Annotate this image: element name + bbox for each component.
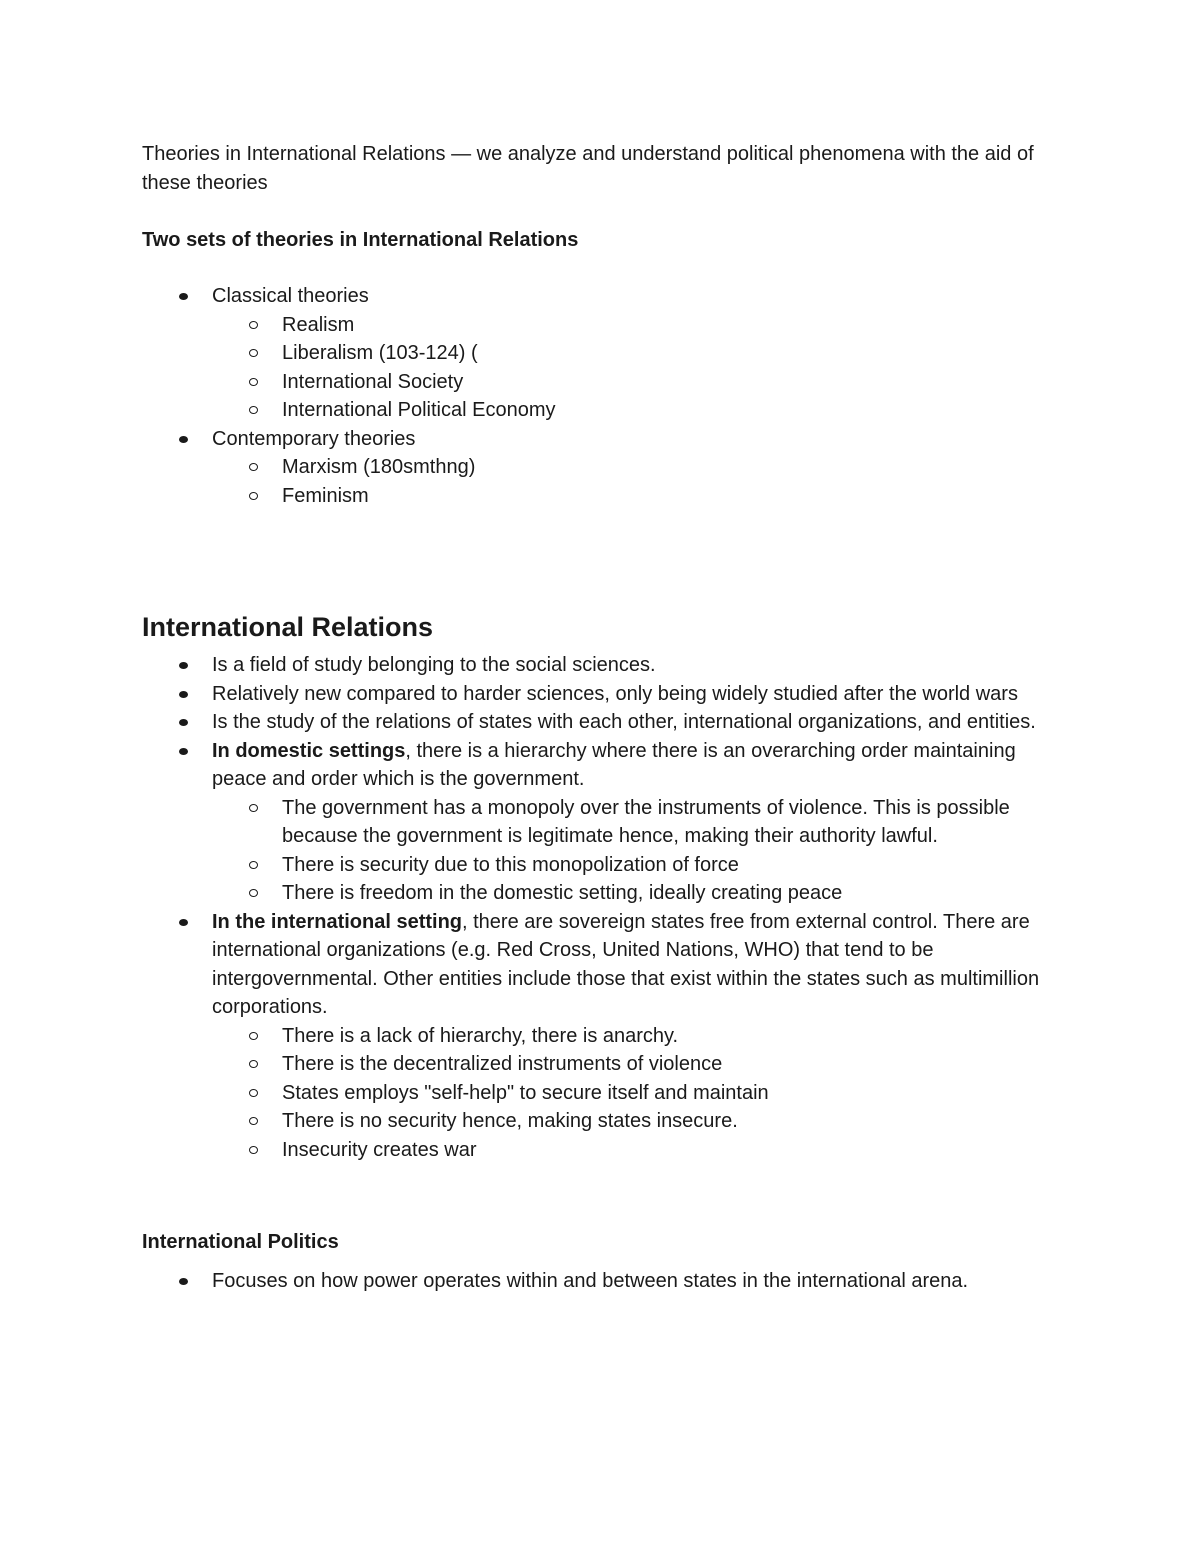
bold-lead: In the international setting xyxy=(212,910,463,933)
sub-list-item-text: Realism xyxy=(282,313,355,336)
bold-lead: In domestic settings xyxy=(212,739,406,762)
sub-list-item xyxy=(212,851,1062,880)
bullet-icon xyxy=(179,719,188,726)
sub-list-item-text: Feminism xyxy=(282,484,369,507)
sub-list-item xyxy=(212,1107,1062,1136)
circle-bullet-icon xyxy=(249,804,258,812)
item-continuation: , there are sovereign states free from external control. There are international organizations (e.g. Red Cross, United Nations, WHO) that tend to be intergovernmental. Other entities include those that exist within the states such as multimillion corporations. xyxy=(212,910,1040,1018)
sub-list-item-text: Liberalism (103-124) ( xyxy=(282,342,478,364)
sub-list-item xyxy=(212,368,1062,397)
sub-list-item xyxy=(212,794,1062,851)
circle-bullet-icon xyxy=(249,1032,258,1040)
sub-list-item-text: International Society xyxy=(282,370,464,393)
bullet-icon xyxy=(179,293,188,300)
sub-list-item xyxy=(212,482,1062,511)
list-item xyxy=(142,680,1062,709)
circle-bullet-icon xyxy=(249,406,258,414)
circle-bullet-icon xyxy=(249,1089,258,1097)
sets-heading: Two sets of theories in International Relations xyxy=(142,229,579,251)
ir-list xyxy=(142,651,1062,1164)
bullet-icon xyxy=(179,1278,188,1285)
sub-list-item-text: There is freedom in the domestic setting, ideally creating peace xyxy=(282,882,843,904)
list-item-text xyxy=(212,740,1016,791)
circle-bullet-icon xyxy=(249,378,258,386)
circle-bullet-icon xyxy=(249,463,258,471)
item-continuation: , there is a hierarchy where there is an overarching order maintaining peace and order which is the government. xyxy=(212,739,1016,790)
sub-list-item xyxy=(212,879,1062,908)
bullet-icon xyxy=(179,691,188,698)
sub-list xyxy=(212,311,1062,425)
document-page xyxy=(142,140,1062,1296)
sub-list-item xyxy=(212,311,1062,340)
sub-list xyxy=(212,453,1062,510)
bullet-icon xyxy=(179,919,188,926)
sub-list-item xyxy=(212,453,1062,482)
sub-list-item-text: There is a lack of hierarchy, there is anarchy. xyxy=(282,1024,679,1047)
section-heading-ir: International Relations xyxy=(142,612,434,642)
sub-list-item-text: Insecurity creates war xyxy=(282,1138,477,1161)
circle-bullet-icon xyxy=(249,1117,258,1125)
ip-list xyxy=(142,1267,1062,1296)
sub-list-item-text: States employs "self-help" to secure itself and maintain xyxy=(282,1081,769,1104)
sub-list-item-text: There is the decentralized instruments of violence xyxy=(282,1053,723,1075)
sub-list-item xyxy=(212,1050,1062,1079)
list-item xyxy=(142,1267,1062,1296)
sub-list xyxy=(212,794,1062,908)
list-item-text: Is a field of study belonging to the social sciences. xyxy=(212,654,656,676)
list-item-text: Focuses on how power operates within and between states in the international arena. xyxy=(212,1270,969,1292)
list-item xyxy=(142,425,1062,511)
sub-list-item xyxy=(212,1022,1062,1051)
bullet-icon xyxy=(179,662,188,669)
list-item-text: Contemporary theories xyxy=(212,427,416,450)
circle-bullet-icon xyxy=(249,321,258,329)
sub-list-item xyxy=(212,396,1062,425)
circle-bullet-icon xyxy=(249,1146,258,1154)
intro-paragraph: Theories in International Relations — we analyze and understand political phenomena with the aid of these theories xyxy=(142,143,1034,194)
list-item xyxy=(142,282,1062,425)
list-item-text xyxy=(212,911,1039,1019)
sub-list-item xyxy=(212,1079,1062,1108)
circle-bullet-icon xyxy=(249,349,258,357)
list-item xyxy=(142,908,1062,1165)
sub-list xyxy=(212,1022,1062,1165)
list-item-text: Classical theories xyxy=(212,285,369,307)
list-item-text: Is the study of the relations of states with each other, international organizations, and entities. xyxy=(212,711,1036,733)
list-item xyxy=(142,708,1062,737)
sub-list-item-text: There is security due to this monopolization of force xyxy=(282,853,739,876)
sub-list-item-text: Marxism (180smthng) xyxy=(282,456,476,478)
sub-list-item-text: The government has a monopoly over the instruments of violence. This is possible because the government is legitimate hence, making their authority lawful. xyxy=(282,796,1010,847)
section-heading-ip: International Politics xyxy=(142,1231,339,1253)
circle-bullet-icon xyxy=(249,1060,258,1068)
sub-list-item-text: There is no security hence, making states insecure. xyxy=(282,1110,738,1132)
theory-sets-list xyxy=(142,282,1062,510)
circle-bullet-icon xyxy=(249,889,258,897)
bullet-icon xyxy=(179,436,188,443)
sub-list-item-text: International Political Economy xyxy=(282,399,556,421)
sub-list-item xyxy=(212,1136,1062,1165)
bullet-icon xyxy=(179,748,188,755)
circle-bullet-icon xyxy=(249,492,258,500)
list-item xyxy=(142,651,1062,680)
sub-list-item xyxy=(212,339,1062,368)
list-item xyxy=(142,737,1062,908)
list-item-text: Relatively new compared to harder sciences, only being widely studied after the world wars xyxy=(212,682,1018,705)
circle-bullet-icon xyxy=(249,861,258,869)
